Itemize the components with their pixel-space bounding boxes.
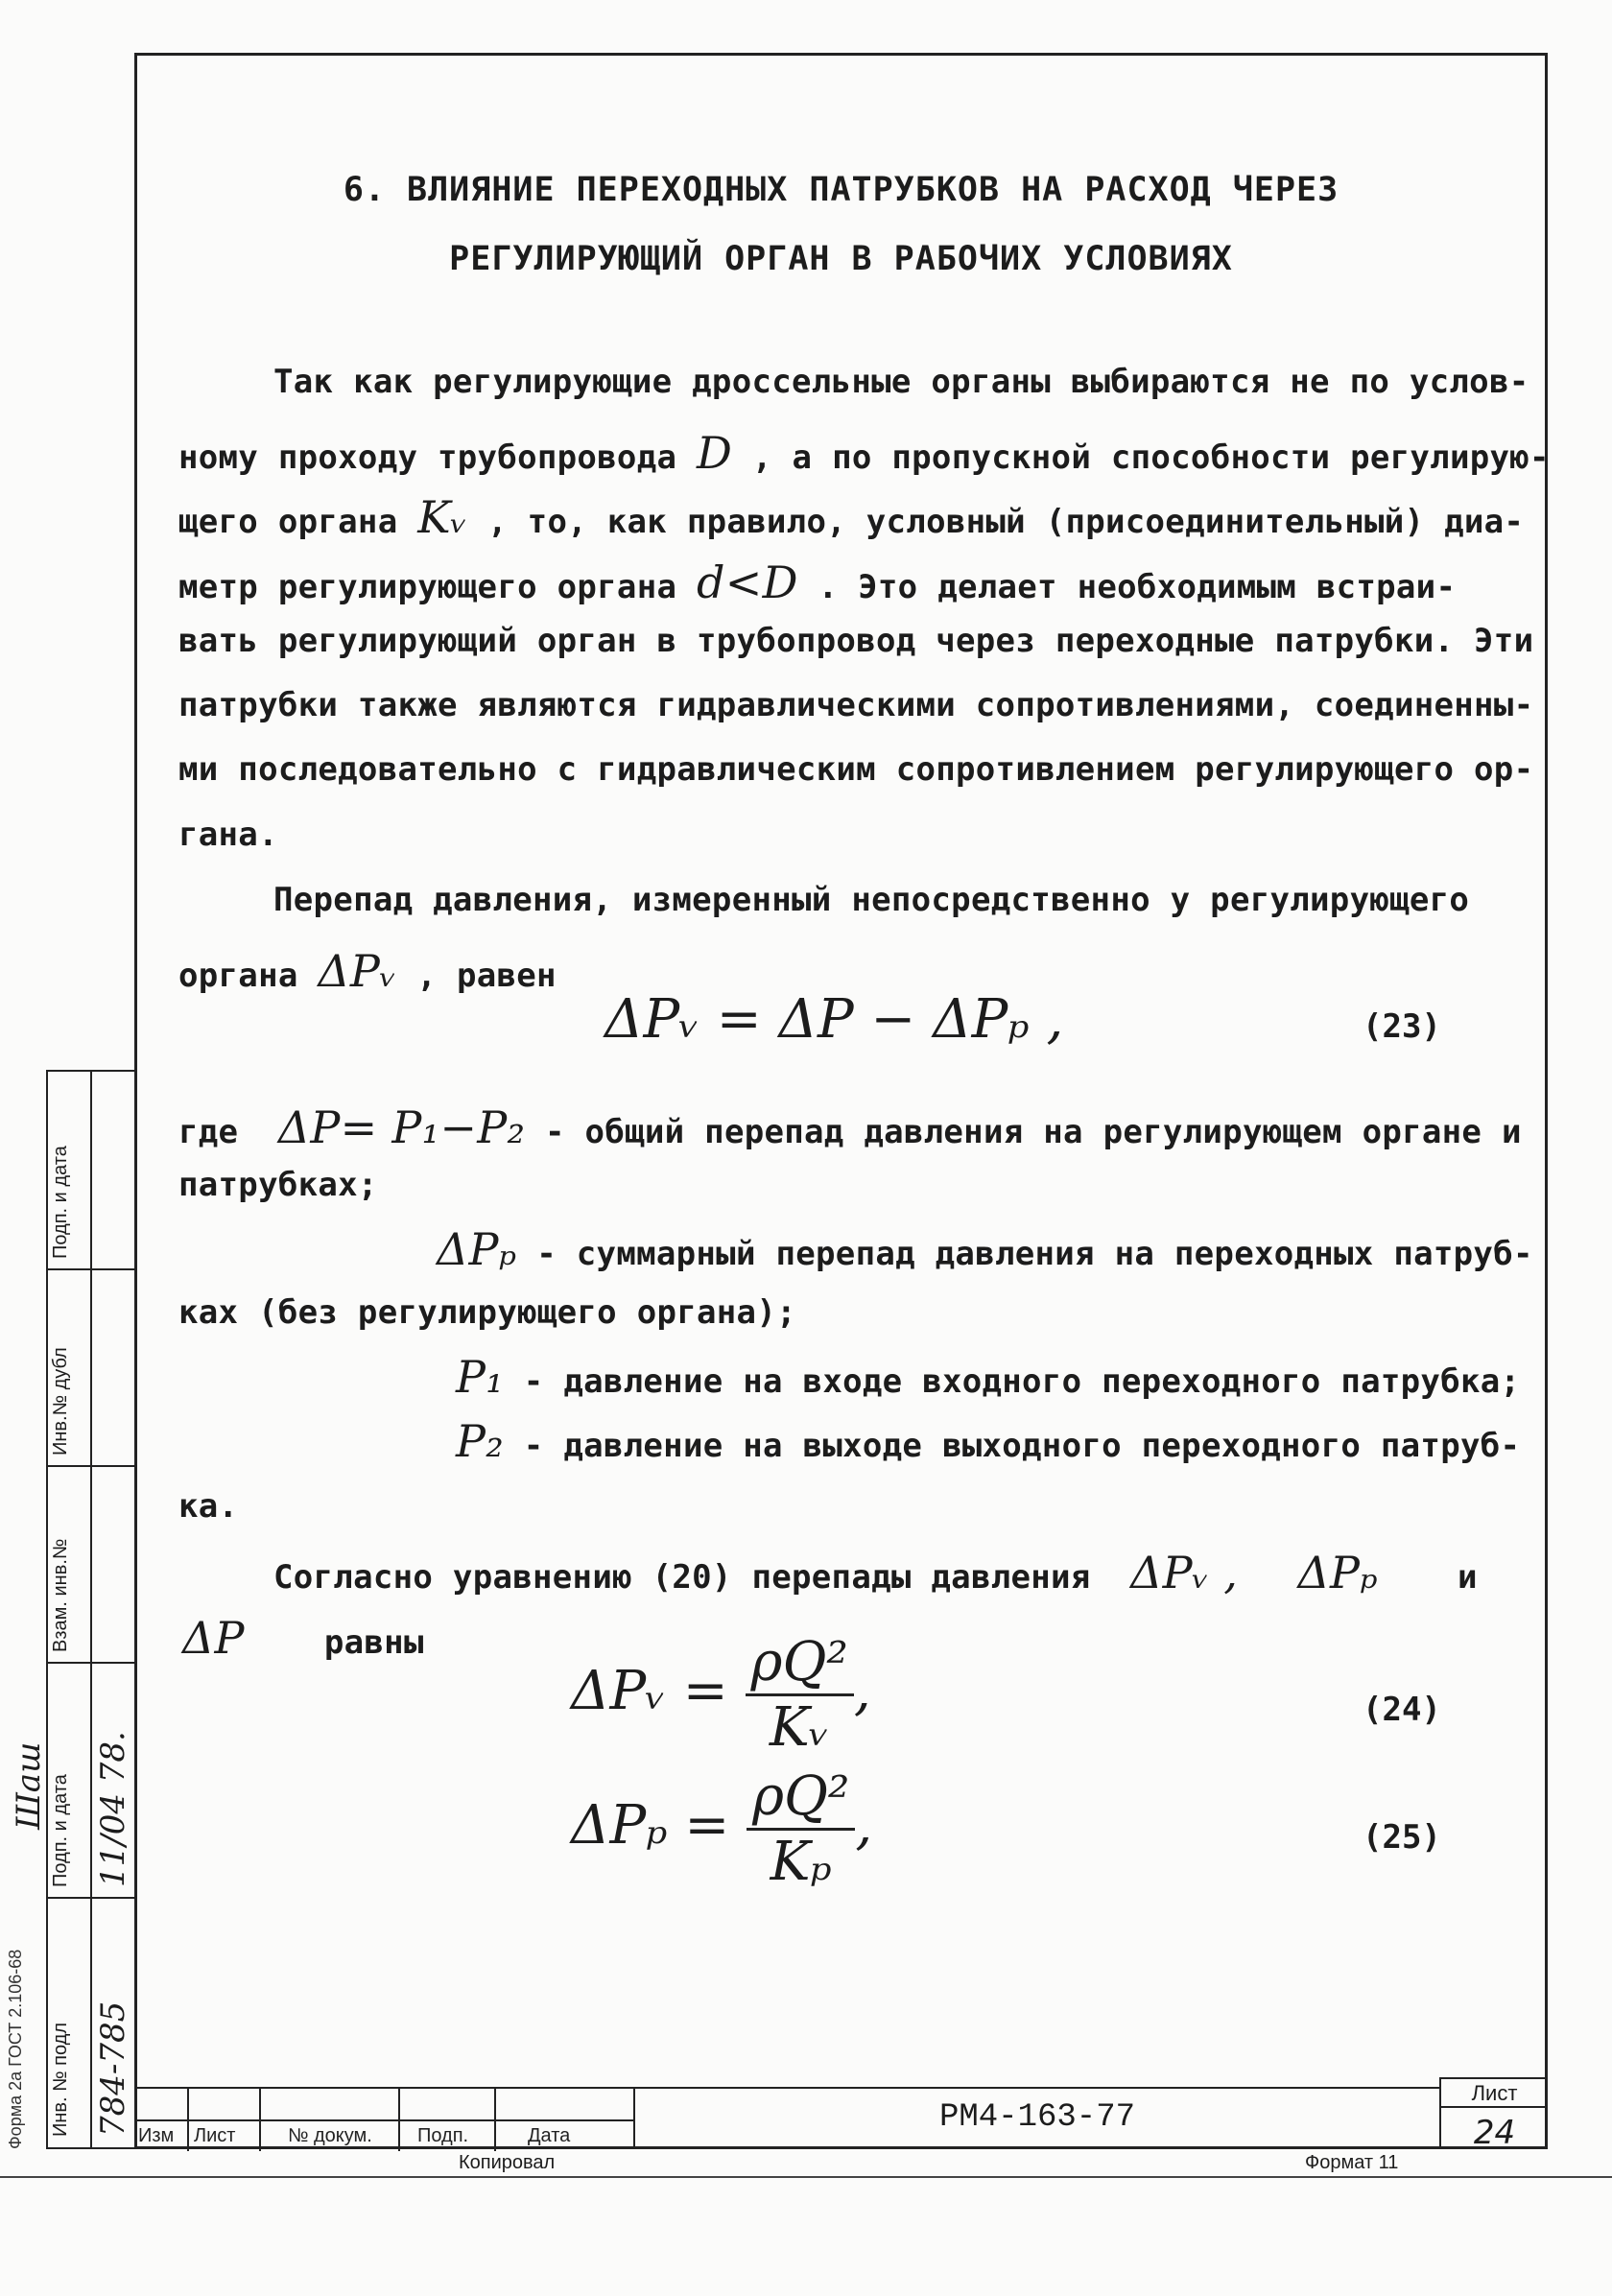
symbol-d-less-D: d<D — [697, 556, 798, 608]
symbol-delta-p-def: ΔP= P₁−P₂ — [277, 1101, 526, 1153]
para2-line-2: органа ΔPᵥ , равен — [178, 945, 557, 997]
para1-line-5: вать регулирующий орган в трубопровод через переходные патрубки. Эти — [178, 622, 1534, 660]
format-label: Формат 11 — [1305, 2152, 1399, 2173]
side-signature: Шаш — [10, 1741, 48, 1830]
symbol-delta-pp: ΔPₚ — [437, 1223, 517, 1275]
stamp-col-sheet: Лист — [194, 2125, 236, 2146]
equation-25-number: (25) — [1363, 1818, 1441, 1857]
para3-line-1: Согласно уравнению (20) перепады давления ΔPᵥ , ΔPₚ и — [273, 1547, 1478, 1598]
symbol-p2: P₂ — [456, 1415, 504, 1467]
stamp-col-sign: Подп. — [417, 2125, 469, 2146]
defs-line-5: P₁ - давление на входе входного переходного патрубка; — [456, 1351, 1521, 1403]
para1-line-6: патрубки также являются гидравлическими сопротивлениями, соединенны- — [178, 686, 1534, 724]
para1-line-8: гана. — [178, 816, 278, 854]
stamp-col-date: Дата — [528, 2125, 571, 2146]
side-label-orig-inv: Инв. № подл — [50, 2022, 71, 2137]
bottom-rule — [0, 2176, 1612, 2178]
equation-24-number: (24) — [1363, 1691, 1441, 1729]
eq24-denominator: Kᵥ — [769, 1696, 830, 1759]
stamp-col-docnum: № докум. — [288, 2125, 372, 2146]
side-date-handwritten: 11/04 78. — [94, 1731, 132, 1887]
sheet-number: 24 — [1473, 2114, 1516, 2152]
side-inv-handwritten: 784-785 — [94, 2000, 132, 2137]
symbol-delta-p-2: ΔP — [182, 1612, 245, 1664]
document-number: РМ4-163-77 — [633, 2087, 1439, 2149]
equation-25: ΔPₚ = $\frac{\text{ρQ²}}{\text{Kₚ}}$ , — [571, 1765, 873, 1893]
defs-line-2: патрубках; — [178, 1166, 378, 1204]
para1-line-1: Так как регулирующие дроссельные органы выбираются не по услов- — [273, 363, 1529, 401]
side-label-sign-date-2: Подп. и дата — [50, 1774, 71, 1887]
para1-line-3: щего органа Kᵥ , то, как правило, условный (присоединительный) диа- — [178, 491, 1525, 543]
symbol-D: D — [697, 427, 733, 479]
symbol-kv: Kᵥ — [417, 491, 468, 543]
symbol-delta-pv-2: ΔPᵥ , — [1130, 1547, 1239, 1598]
side-label-dup-inv: Инв.№ дубл — [50, 1347, 71, 1456]
defs-line-4: ках (без регулирующего органа); — [178, 1293, 796, 1332]
side-label-replace-inv: Взам. инв.№ — [50, 1538, 71, 1652]
defs-line-6: P₂ - давление на выходе выходного переходного патруб- — [456, 1415, 1521, 1467]
para1-line-7: ми последовательно с гидравлическим сопротивлением регулирующего ор- — [178, 750, 1534, 789]
form-edge-note: Форма 2а ГОСТ 2.106-68 — [6, 1949, 25, 2149]
defs-line-1: где ΔP= P₁−P₂ - общий перепад давления на регулирующем органе и — [178, 1101, 1522, 1153]
side-label-sign-date-1: Подп. и дата — [50, 1146, 71, 1259]
para1-line-2: ному проходу трубопровода D , а по пропускной способности регулирую- — [178, 427, 1550, 479]
defs-line-3: ΔPₚ - суммарный перепад давления на переходных патруб- — [437, 1223, 1533, 1275]
defs-line-7: ка. — [178, 1487, 239, 1526]
symbol-p1: P₁ — [456, 1351, 504, 1403]
symbol-delta-pv: ΔPᵥ — [318, 945, 397, 997]
stamp-col-change: Изм — [138, 2125, 175, 2146]
equation-23-number: (23) — [1363, 1007, 1441, 1046]
sheet-box — [1439, 2077, 1548, 2152]
eq25-denominator: Kₚ — [770, 1831, 832, 1893]
sheet-label: Лист — [1441, 2081, 1548, 2108]
section-title-line-1: 6. ВЛИЯНИЕ ПЕРЕХОДНЫХ ПАТРУБКОВ НА РАСХОД ЧЕРЕЗ — [343, 171, 1339, 209]
title-block — [134, 2081, 1548, 2152]
para2-line-1: Перепад давления, измеренный непосредственно у регулирующего — [273, 881, 1470, 919]
section-title-line-2: РЕГУЛИРУЮЩИЙ ОРГАН В РАБОЧИХ УСЛОВИЯХ — [449, 240, 1233, 278]
para3-line-2: ΔP равны — [182, 1612, 424, 1664]
eq24-numerator: ρQ² — [746, 1631, 854, 1696]
para1-line-4: метр регулирующего органа d<D . Это делает необходимым встраи- — [178, 556, 1457, 608]
copied-by-label: Копировал — [459, 2152, 556, 2173]
eq25-numerator: ρQ² — [747, 1765, 855, 1831]
equation-24: ΔPᵥ = $\frac{\text{ρQ²}}{\text{Kᵥ}}$ , — [571, 1631, 871, 1759]
symbol-delta-pp-2: ΔPₚ — [1297, 1547, 1378, 1598]
equation-23: ΔPᵥ = ΔP − ΔPₚ , — [604, 988, 1064, 1051]
